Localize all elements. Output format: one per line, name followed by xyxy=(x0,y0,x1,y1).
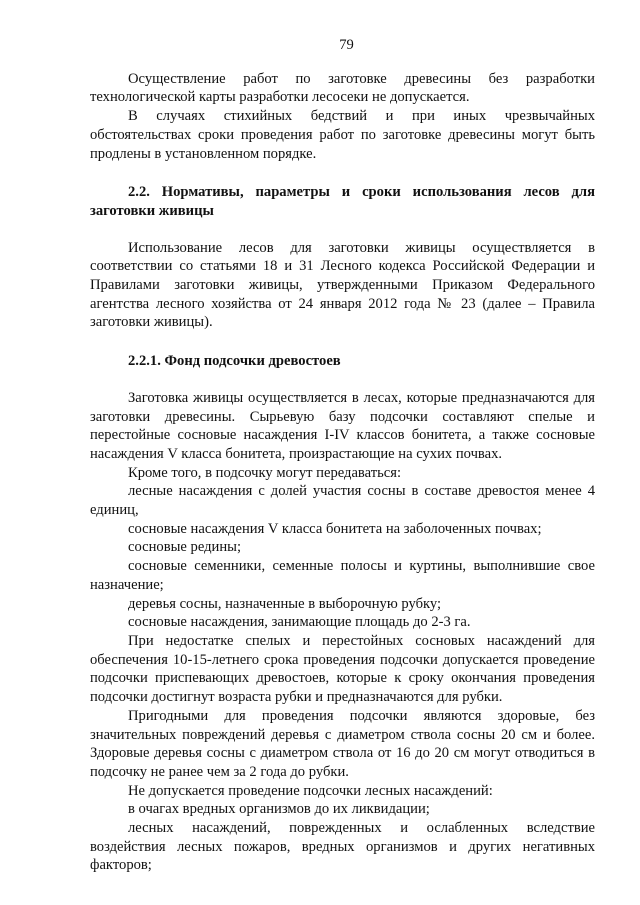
list-item: лесных насаждений, поврежденных и ослабленных вследствие воздействия лесных пожаров, вредных организмов и других негативных факторов; xyxy=(90,820,595,874)
page-number: 79 xyxy=(339,37,354,53)
list-item: сосновые насаждения V класса бонитета на заболоченных почвах; xyxy=(128,520,542,537)
paragraph: В случаях стихийных бедствий и при иных чрезвычайных обстоятельствах сроки проведения работ по заготовке древесины могут быть продлены в установленном порядке. xyxy=(90,108,595,162)
paragraph: Не допускается проведение подсочки лесных насаждений: xyxy=(128,782,493,799)
list-item: в очагах вредных организмов до их ликвидации; xyxy=(128,801,430,818)
paragraph: Использование лесов для заготовки живицы осуществляется в соответствии со статьями 18 и 31 Лесного кодекса Российской Федерации и Правилами заготовки живицы, утвержденными Приказом Федерального агентства лесного хозяйства от 24 января 2012 года № 23 (далее – Правила заготовки живицы). xyxy=(90,239,595,331)
paragraph: Заготовка живицы осуществляется в лесах, которые предназначаются для заготовки древесины. Сырьевую базу подсочки составляют спелые и перестойные сосновые насаждения I-IV классов бонитета, а также сосновые насаждения V класса бонитета, произрастающие на сухих почвах. xyxy=(90,389,595,462)
paragraph: При недостатке спелых и перестойных сосновых насаждений для обеспечения 10-15-летнего срока проведения подсочки допускается проведение подсочки приспевающих древостоев, которые к сроку окончания проведения подсочки достигнут возраста рубки и предназначаются для рубки. xyxy=(90,632,595,706)
list-item: сосновые семенники, семенные полосы и куртины, выполнившие свое назначение; xyxy=(90,558,595,593)
paragraph: Осуществление работ по заготовке древесины без разработки технологической карты разработки лесосеки не допускается. xyxy=(90,70,595,106)
list-item: деревья сосны, назначенные в выборочную рубку; xyxy=(128,595,442,612)
section-heading: 2.2. Нормативы, параметры и сроки использования лесов для заготовки живицы xyxy=(90,184,595,219)
list-item: лесные насаждения с долей участия сосны в составе древостоя менее 4 единиц, xyxy=(90,483,595,519)
paragraph: Пригодными для проведения подсочки являются здоровые, без значительных повреждений деревья с диаметром ствола сосны 20 см и более. Здоровые деревья сосны с диаметром ствола от 16 до 20 см могут отводиться в подсочку не ранее чем за 2 года до рубки. xyxy=(90,707,595,780)
paragraph: Кроме того, в подсочку могут передаваться: xyxy=(128,464,402,481)
subsection-heading: 2.2.1. Фонд подсочки древостоев xyxy=(128,353,341,370)
list-item: сосновые редины; xyxy=(128,539,242,556)
list-item: сосновые насаждения, занимающие площадь до 2-3 га. xyxy=(128,614,471,631)
document-page xyxy=(90,36,595,875)
